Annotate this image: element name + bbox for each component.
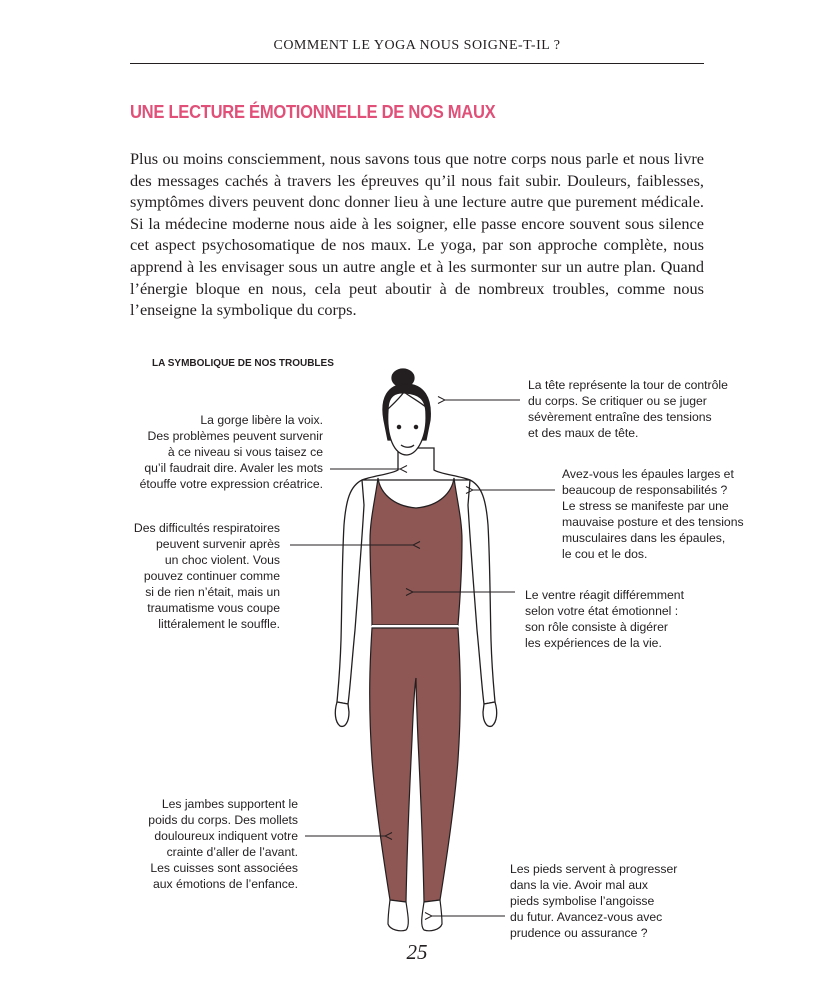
tank-top: [370, 478, 462, 625]
running-head: COMMENT LE YOGA NOUS SOIGNE-T-IL ?: [273, 38, 561, 53]
leggings: [370, 628, 461, 902]
intro-paragraph: Plus ou moins consciemment, nous savons tous que notre corps nous parle et nous livre des messages cachés à travers les épreuves qu’il nous fait subir. Douleurs, faiblesses, symptômes divers peuvent donc donner lieu à une lecture autre que purement médicale. Si la médecine moderne nous aide à les soigner, elle passe encore souvent sous silence cet aspect psychosomatique de nos maux. Le yoga, par son approche complète, nous apprend à les envisager sous un autre angle et à les surmonter sur un autre plan. Quand l’énergie bloque en nous, cela peut aboutir à de nombreux troubles, comme nous l’enseigne la symbolique du corps.: [130, 149, 704, 320]
annotation-epaules: Avez-vous les épaules larges et beaucoup de responsabilités ? Le stress se manifeste par une mauvaise posture et des tensions musculaires dans les épaules, le cou et le dos.: [562, 467, 744, 561]
feet: [388, 900, 442, 931]
annotation-pieds: Les pieds servent à progresser dans la vie. Avoir mal aux pieds symbolise l’angoisse du futur. Avancez-vous avec prudence ou assurance ?: [510, 862, 678, 940]
head: [383, 369, 430, 455]
figure-title: LA SYMBOLIQUE DE NOS TROUBLES: [152, 358, 334, 369]
neck: [362, 448, 470, 480]
annotation-gorge: La gorge libère la voix. Des problèmes peuvent survenir à ce niveau si vous taisez ce qu’il faudrait dire. Avaler les mots étouffe votre expression créatrice.: [139, 413, 323, 491]
annotation-jambes: Les jambes supportent le poids du corps. Des mollets douloureux indiquent votre crainte d’aller de l’avant. Les cuisses sont associées aux émotions de l’enfance.: [148, 797, 298, 891]
section-title: UNE LECTURE ÉMOTIONNELLE DE NOS MAUX: [130, 102, 496, 122]
annotation-ventre: Le ventre réagit différemment selon votre état émotionnel : son rôle consiste à digérer les expériences de la vie.: [525, 588, 684, 650]
annotation-tete: La tête représente la tour de contrôle du corps. Se critiquer ou se juger sévèrement entraîne des tensions et des maux de tête.: [528, 378, 728, 440]
annotation-respiration: Des difficultés respiratoires peuvent survenir après un choc violent. Vous pouvez continuer comme si de rien n’était, mais un traumatisme vous coupe littéralement le souffle.: [133, 521, 280, 631]
page-number: 25: [406, 940, 428, 964]
